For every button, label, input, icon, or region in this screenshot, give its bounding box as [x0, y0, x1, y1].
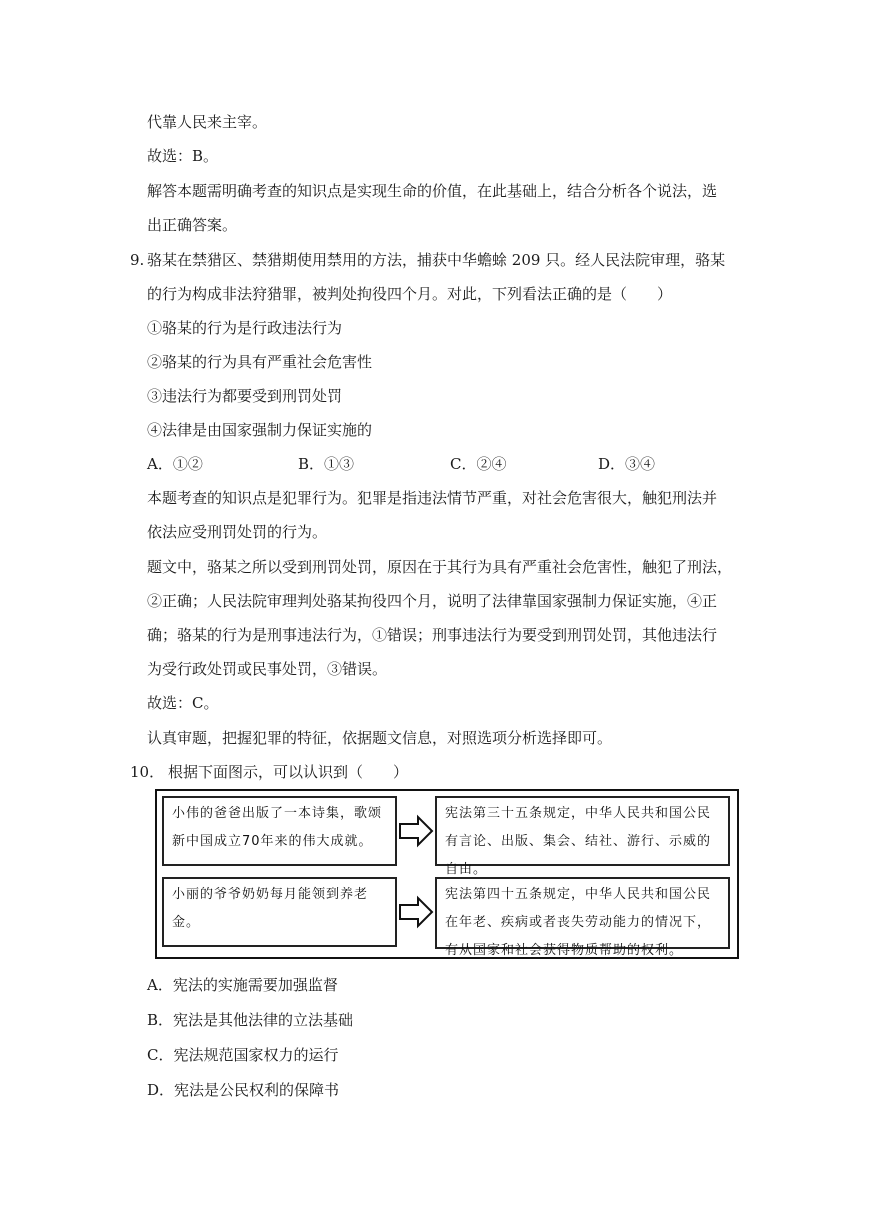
- option-a: A．宪法的实施需要加强监督: [147, 976, 338, 994]
- analysis-line: ②正确；人民法院审理判处骆某拘役四个月，说明了法律靠国家强制力保证实施，④正: [147, 592, 718, 610]
- figure-box-left-top: 小伟的爸爸出版了一本诗集，歌颂新中国成立70年来的伟大成就。: [162, 796, 397, 866]
- answer-choice: 故选：B。: [147, 147, 219, 165]
- question-stem: 根据下面图示，可以认识到（ ）: [168, 763, 409, 781]
- right-arrow-icon: [398, 894, 434, 930]
- option-c: C．②④: [450, 455, 507, 473]
- option-b: B．宪法是其他法律的立法基础: [147, 1011, 354, 1029]
- statement-item: ①骆某的行为是行政违法行为: [147, 319, 343, 337]
- answer-text-line: 代靠人民来主宰。: [147, 113, 268, 131]
- statement-item: ③违法行为都要受到刑罚处罚: [147, 387, 343, 405]
- question-number: 10．: [130, 763, 165, 781]
- right-arrow-icon: [398, 813, 434, 849]
- option-d: D．宪法是公民权利的保障书: [147, 1081, 340, 1099]
- analysis-line: 本题考查的知识点是犯罪行为。犯罪是指违法情节严重，对社会危害很大，触犯刑法并: [147, 489, 718, 507]
- option-c: C．宪法规范国家权力的运行: [147, 1046, 339, 1064]
- option-a: A．①②: [147, 455, 203, 473]
- figure-box-right-top: 宪法第三十五条规定，中华人民共和国公民有言论、出版、集会、结社、游行、示威的自由。: [435, 796, 730, 866]
- statement-item: ②骆某的行为具有严重社会危害性: [147, 353, 373, 371]
- question-stem: 的行为构成非法狩猎罪，被判处拘役四个月。对此，下列看法正确的是（ ）: [147, 285, 673, 303]
- figure-box-left-bottom: 小丽的爷爷奶奶每月能领到养老金。: [162, 877, 397, 947]
- comment-line: 认真审题，把握犯罪的特征，依据题文信息，对照选项分析选择即可。: [147, 729, 613, 747]
- constitution-figure: [155, 789, 739, 959]
- figure-box-right-bottom: 宪法第四十五条规定，中华人民共和国公民在年老、疾病或者丧失劳动能力的情况下，有从国家和社会获得物质帮助的权利。: [435, 877, 730, 949]
- analysis-line: 题文中，骆某之所以受到刑罚处罚，原因在于其行为具有严重社会危害性，触犯了刑法，: [147, 558, 733, 576]
- question-number: 9.: [130, 251, 145, 269]
- option-b: B．①③: [298, 455, 355, 473]
- answer-choice: 故选：C。: [147, 694, 219, 712]
- analysis-line: 解答本题需明确考查的知识点是实现生命的价值，在此基础上，结合分析各个说法，选: [147, 182, 718, 200]
- analysis-line: 依法应受刑罚处罚的行为。: [147, 523, 328, 541]
- question-stem: 骆某在禁猎区、禁猎期使用禁用的方法，捕获中华蟾蜍 209 只。经人民法院审理，骆某: [147, 251, 726, 269]
- option-d: D．③④: [598, 455, 656, 473]
- analysis-line: 确；骆某的行为是刑事违法行为，①错误；刑事违法行为要受到刑罚处罚，其他违法行: [147, 626, 718, 644]
- analysis-line: 为受行政处罚或民事处罚，③错误。: [147, 660, 388, 678]
- statement-item: ④法律是由国家强制力保证实施的: [147, 421, 373, 439]
- analysis-line: 出正确答案。: [147, 216, 238, 234]
